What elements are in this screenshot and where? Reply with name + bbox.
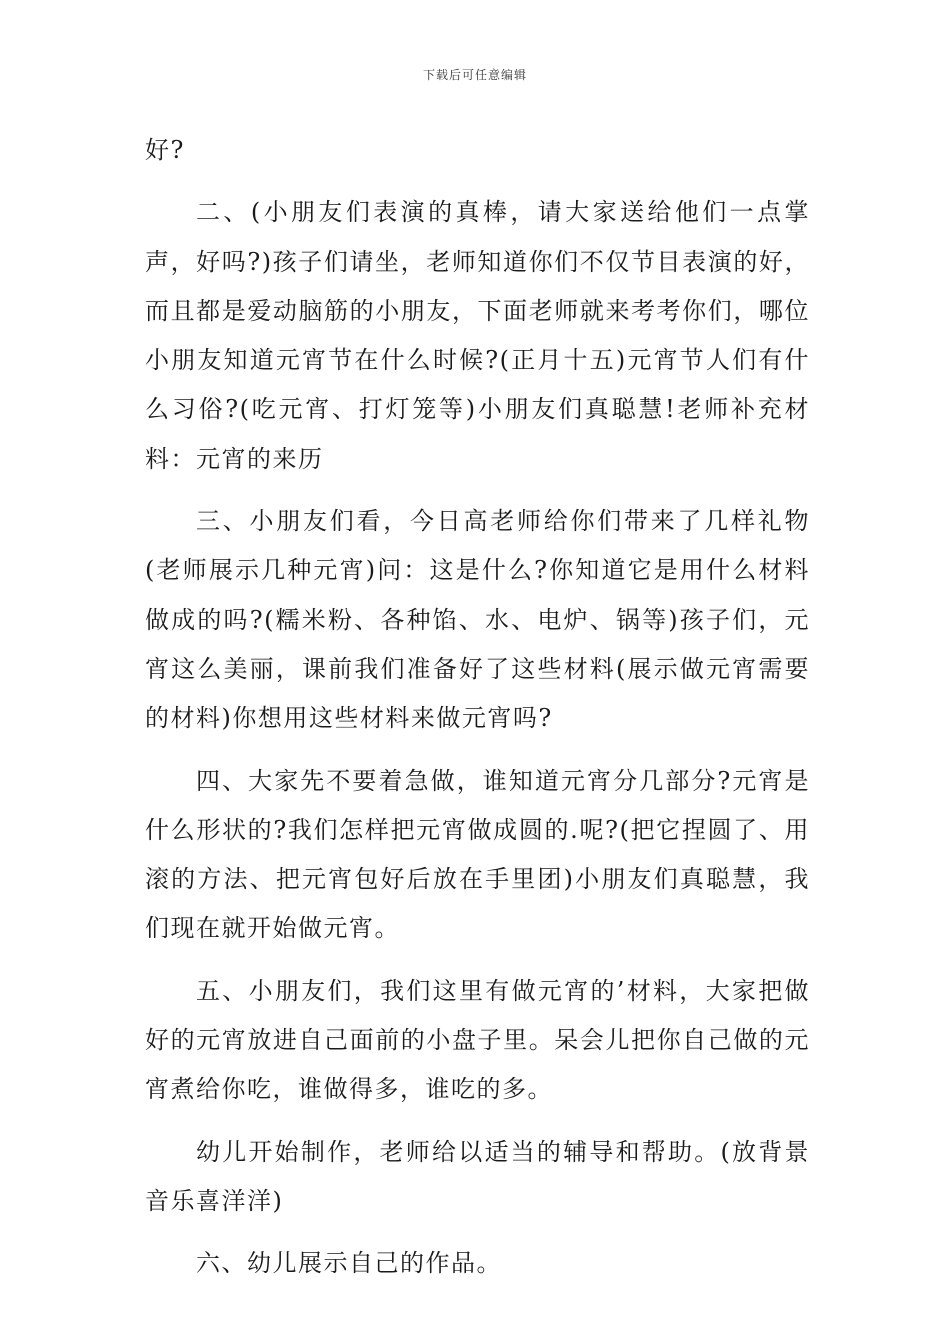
paragraph-section-5: 五、小朋友们，我们这里有做元宵的’材料，大家把做好的元宵放进自己面前的小盘子里。呆会儿把你自己做的元宵煮给你吃，谁做得多，谁吃的多。 — [145, 976, 810, 1104]
paragraph-continuation: 好? — [145, 136, 185, 164]
page-header: 下载后可任意编辑 — [422, 68, 527, 82]
paragraph-section-3: 三、小朋友们看，今日高老师给你们带来了几样礼物(老师展示几种元宵)问：这是什么?你知道它是用什么材料做成的吗?(糯米粉、各种馅、水、电炉、锅等)孩子们，元宵这么美丽，课前我们准备好了这些材料(展示做元宵需要的材料)你想用这些材料来做元宵吗? — [145, 507, 810, 733]
paragraph-section-4: 四、大家先不要着急做，谁知道元宵分几部分?元宵是什么形状的?我们怎样把元宵做成圆的.呢?(把它捏圆了、用滚的方法、把元宵包好后放在手里团)小朋友们真聪慧，我们现在就开始做元宵。 — [145, 766, 810, 943]
paragraph-activity: 幼儿开始制作，老师给以适当的辅导和帮助。(放背景音乐喜洋洋) — [145, 1137, 810, 1215]
paragraph-section-2: 二、(小朋友们表演的真棒，请大家送给他们一点掌声，好吗?)孩子们请坐，老师知道你们不仅节目表演的好，而且都是爱动脑筋的小朋友，下面老师就来考考你们，哪位小朋友知道元宵节在什么时候?(正月十五)元宵节人们有什么习俗?(吃元宵、打灯笼等)小朋友们真聪慧!老师补充材料：元宵的来历 — [145, 198, 810, 473]
document-body — [145, 126, 810, 1289]
paragraph-section-6: 六、幼儿展示自己的作品。 — [196, 1249, 502, 1278]
